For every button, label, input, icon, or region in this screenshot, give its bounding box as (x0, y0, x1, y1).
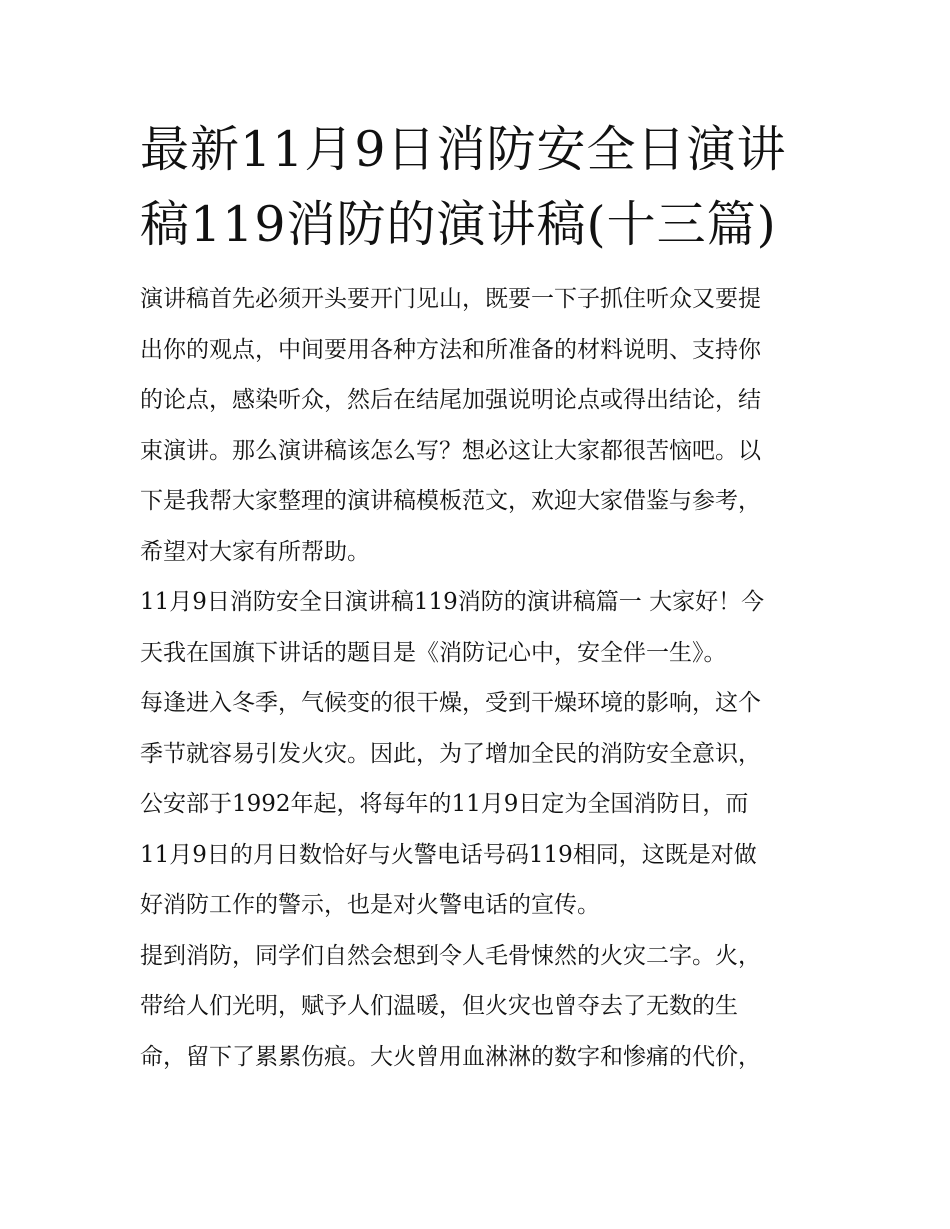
text-line: 天我在国旗下讲话的题目是《消防记心中，安全伴一生》。 (140, 639, 727, 666)
title-line: 稿119消防的演讲稿(十三篇) (140, 196, 777, 253)
text-line: 下是我帮大家整理的演讲稿模板范文，欢迎大家借鉴与参考， (140, 488, 761, 514)
text-line: 带给人们光明，赋予人们温暖，但火灾也曾夺去了无数的生 (140, 993, 738, 1019)
text-line: 提到消防，同学们自然会想到令人毛骨悚然的火灾二字。火， (140, 942, 761, 969)
text-line: 的论点，感染听众，然后在结尾加强说明论点或得出结论，结 (140, 387, 761, 413)
text-line: 每逢进入冬季，气候变的很干燥，受到干燥环境的影响，这个 (140, 690, 761, 716)
title-line: 最新11月9日消防安全日演讲 (140, 121, 787, 178)
text-line: 束演讲。那么演讲稿该怎么写？想必这让大家都很苦恼吧。以 (140, 437, 761, 464)
text-line: 11月9日消防安全日演讲稿119消防的演讲稿篇一 大家好！今 (140, 589, 765, 615)
text-line: 命，留下了累累伤痕。大火曾用血淋淋的数字和惨痛的代价， (140, 1043, 761, 1070)
body-paragraph (140, 931, 820, 1083)
document-body (140, 274, 820, 1082)
text-line: 出你的观点，中间要用各种方法和所准备的材料说明、支持你 (140, 336, 761, 363)
document-title (140, 112, 820, 262)
text-line: 11月9日的月日数恰好与火警电话号码119相同，这既是对做 (140, 841, 757, 868)
text-line: 好消防工作的警示，也是对火警电话的宣传。 (140, 892, 600, 918)
text-line: 希望对大家有所帮助。 (140, 538, 370, 565)
text-line: 公安部于1992年起，将每年的11月9日定为全国消防日，而 (140, 791, 749, 817)
speech-heading-paragraph (140, 577, 820, 678)
text-line: 演讲稿首先必须开头要开门见山，既要一下子抓住听众又要提 (140, 286, 761, 312)
intro-paragraph (140, 274, 820, 577)
document-page (140, 112, 820, 1082)
text-line: 季节就容易引发火灾。因此，为了增加全民的消防安全意识， (140, 740, 761, 767)
body-paragraph (140, 678, 820, 931)
